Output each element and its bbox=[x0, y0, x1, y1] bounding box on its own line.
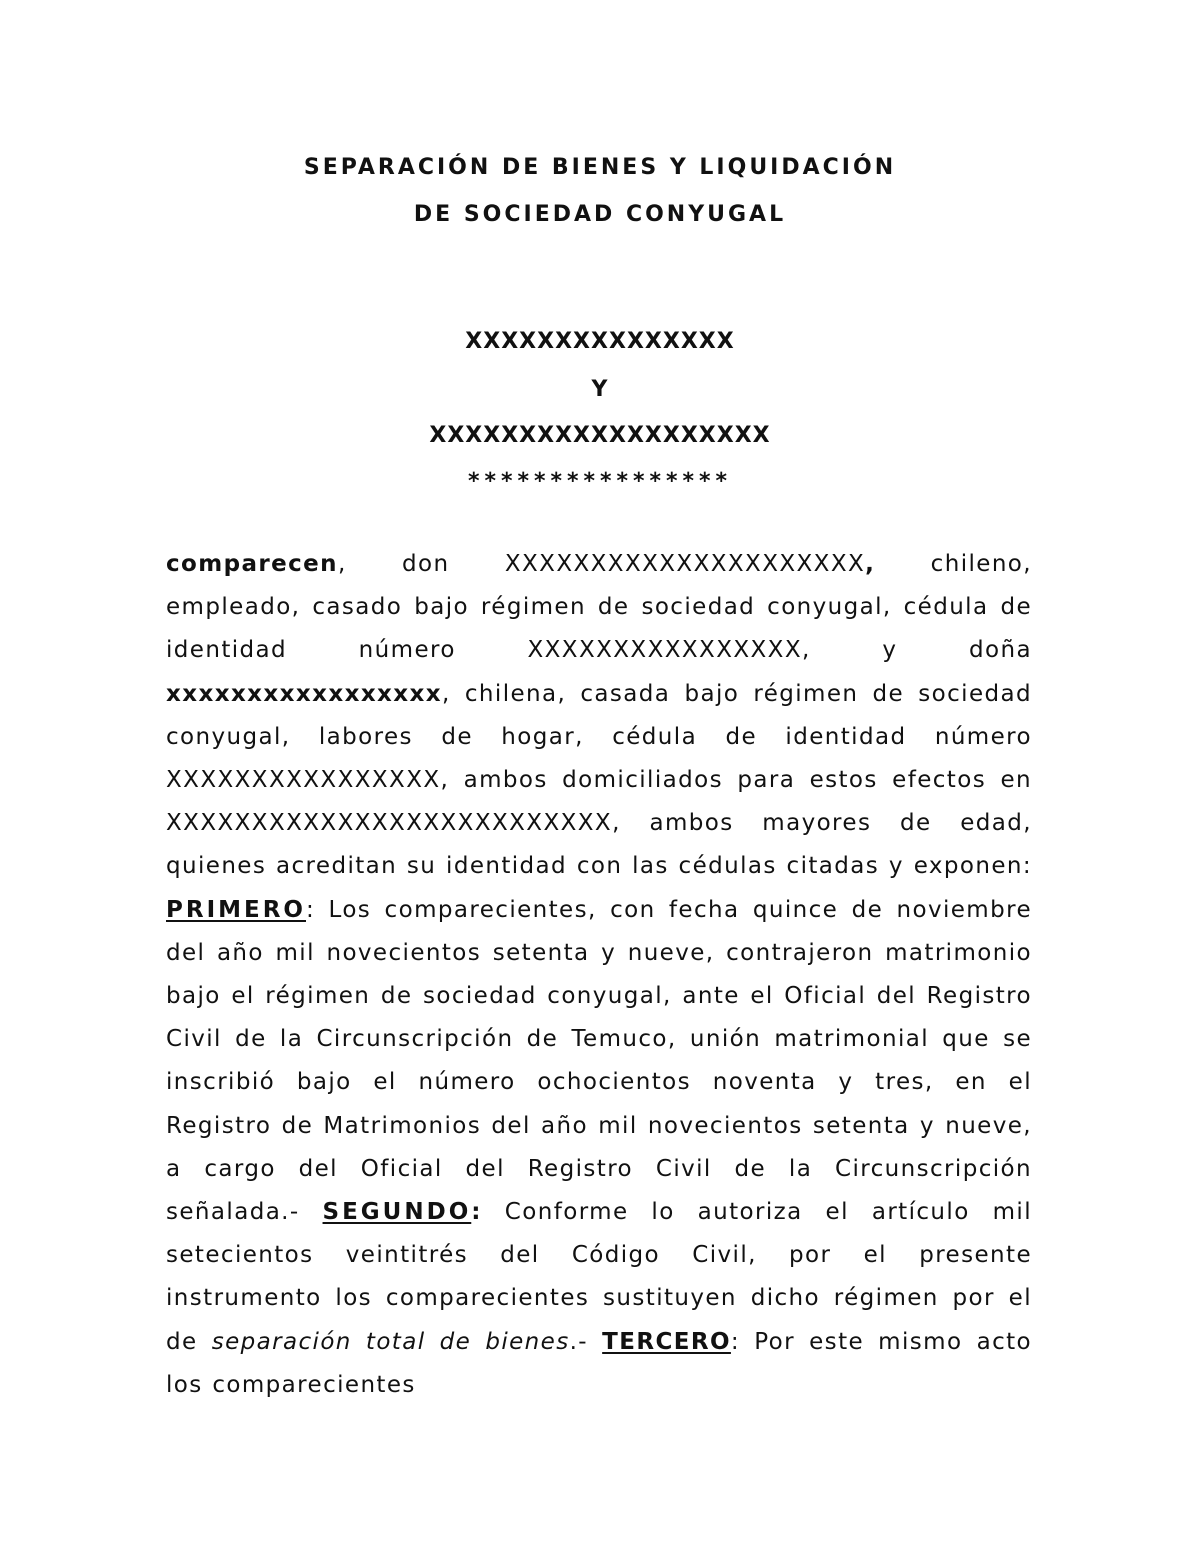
body-segment: chileno, empleado, casado bajo régimen de sociedad conyugal, cédula de identidad número XXXXXXXXXXXXXXXX, y doña bbox=[166, 551, 1032, 664]
body-segment: .- bbox=[569, 1328, 603, 1355]
body-bold-colon: : bbox=[471, 1199, 482, 1226]
document-body-paragraph bbox=[166, 543, 1032, 1407]
clause-primero-heading: PRIMERO bbox=[166, 896, 306, 923]
body-segment: : Por este mismo acto los comparecientes bbox=[166, 1328, 1033, 1398]
body-segment: : Los comparecientes, con fecha quince de noviembre del año mil novecientos setenta y nueve, contrajeron matrimonio bajo el régimen de sociedad conyugal, ante el Oficial del Registro Civil de la Circunscripción de Temuco, unión matrimonial que se inscribió bajo el número ochocientos noventa y tres, en el Registro de Matrimonios del año mil novecientos setenta y nueve, a cargo del Oficial del Registro Civil de la Circunscripción señalada.- bbox=[166, 896, 1032, 1226]
body-segment: Conforme lo autoriza el artículo mil setecientos veintitrés del Código Civil, por el presente instrumento los comparecientes sustituyen dicho régimen por el de bbox=[166, 1199, 1032, 1355]
body-segment: , chilena, casada bajo régimen de sociedad conyugal, labores de hogar, cédula de identidad número XXXXXXXXXXXXXXXX, ambos domiciliados para estos efectos en XXXXXXXXXXXXXXXXXXXXXXXXXX, ambos mayores de edad, quienes acreditan su identidad con las cédulas citadas y exponen: bbox=[166, 680, 1032, 880]
party-conjunction: Y bbox=[591, 377, 609, 402]
document-title-line-1: SEPARACIÓN DE BIENES Y LIQUIDACIÓN bbox=[303, 155, 897, 180]
party-one-name: XXXXXXXXXXXXXXX bbox=[465, 329, 735, 354]
party-two-name: XXXXXXXXXXXXXXXXXXX bbox=[429, 423, 771, 448]
document-title-line-2: DE SOCIEDAD CONYUGAL bbox=[413, 202, 787, 227]
party-two-bold-name: xxxxxxxxxxxxxxxxx bbox=[166, 680, 443, 707]
separacion-total-italic: separación total de bienes bbox=[211, 1328, 570, 1355]
clause-segundo-heading: SEGUNDO bbox=[322, 1199, 472, 1226]
body-bold-comma: , bbox=[865, 551, 876, 577]
clause-tercero-heading: TERCERO bbox=[602, 1328, 731, 1355]
comparecen-keyword: comparecen bbox=[166, 551, 338, 577]
body-segment: , don XXXXXXXXXXXXXXXXXXXXX bbox=[337, 551, 866, 577]
separator-asterisks: **************** bbox=[467, 469, 733, 494]
